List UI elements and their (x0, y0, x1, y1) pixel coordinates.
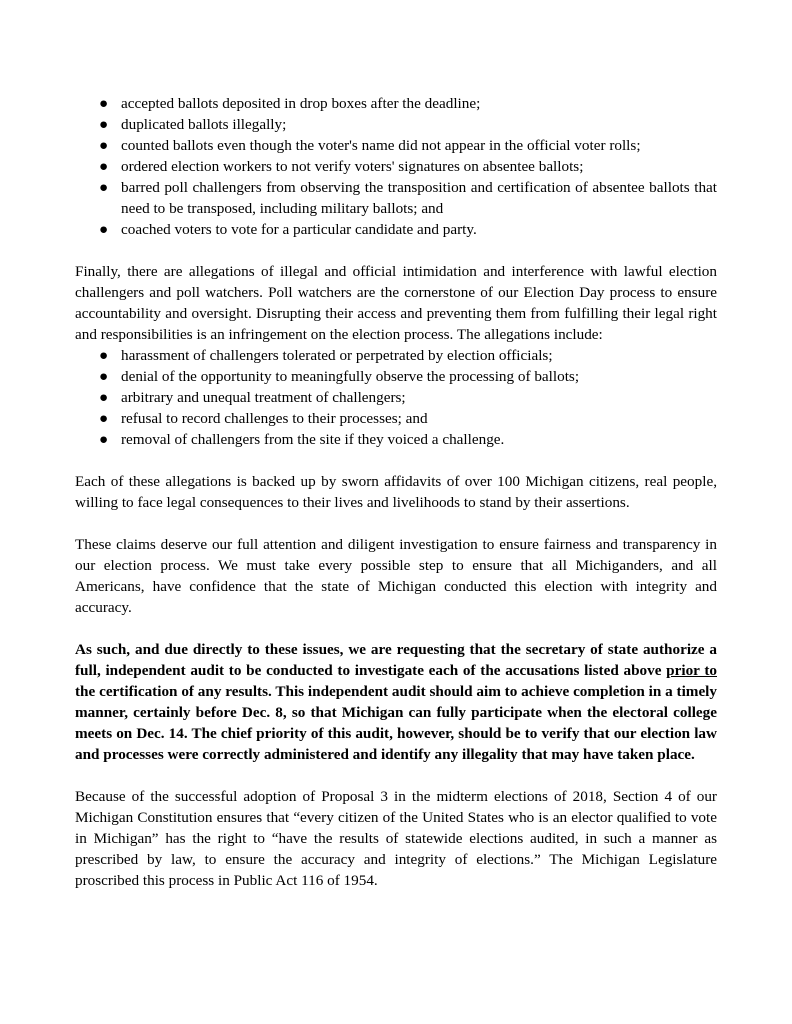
bullet-icon: ● (99, 116, 109, 133)
document-body (75, 93, 717, 891)
list-item: ● ordered election workers to not verify voters' signatures on absentee ballots; (99, 158, 584, 175)
paragraph-finally: Finally, there are allegations of illegal and official intimidation and interference with lawful election challengers and poll watchers. Poll watchers are the cornerstone of our Election Day process to ensure accountability and oversight. Disrupting their access and preventing them from fulfilling their legal right and responsibilities is an infringement on the election process. The allegations include: (75, 263, 717, 343)
challenger-allegations-list (75, 345, 717, 450)
bullet-icon: ● (99, 221, 109, 238)
list-item: ● denial of the opportunity to meaningfully observe the processing of ballots; (99, 368, 580, 385)
bullet-icon: ● (99, 347, 109, 364)
list-item: ● duplicated ballots illegally; (99, 116, 287, 133)
bullet-icon: ● (99, 137, 109, 154)
bullet-icon: ● (99, 368, 109, 385)
list-item: ● barred poll challengers from observing the transposition and certification of absentee ballots that need to be transposed, including military ballots; and (99, 179, 717, 217)
bullet-icon: ● (99, 389, 109, 406)
list-item: ● harassment of challengers tolerated or perpetrated by election officials; (99, 347, 553, 364)
bullet-icon: ● (99, 410, 109, 427)
paragraph-audit-request: As such, and due directly to these issues, we are requesting that the secretary of state authorize a full, independent audit to be conducted to investigate each of the accusations listed above prior to the certification of any results. This independent audit should aim to achieve completion in a timely manner, certainly before Dec. 8, so that Michigan can fully participate when the electoral college meets on Dec. 14. The chief priority of this audit, however, should be to verify that our election law and processes were correctly administered and identify any illegality that may have taken place. (75, 641, 717, 763)
paragraph-claims: These claims deserve our full attention and diligent investigation to ensure fairness and transparency in our election process. We must take every possible step to ensure that all Michiganders, and all Americans, have confidence that the state of Michigan conducted this election with integrity and accuracy. (75, 536, 717, 616)
paragraph-proposal: Because of the successful adoption of Proposal 3 in the midterm elections of 2018, Section 4 of our Michigan Constitution ensures that “every citizen of the United States who is an elector qualified to vote in Michigan” has the right to “have the results of statewide elections audited, in such a manner as prescribed by law, to ensure the accuracy and integrity of elections.” The Michigan Legislature proscribed this process in Public Act 116 of 1954. (75, 788, 717, 889)
bullet-icon: ● (99, 431, 109, 448)
bullet-icon: ● (99, 179, 109, 196)
list-item: ● coached voters to vote for a particular candidate and party. (99, 221, 477, 238)
underlined-emphasis: prior to (666, 662, 717, 679)
list-item: ● accepted ballots deposited in drop boxes after the deadline; (99, 95, 481, 112)
list-item: ● removal of challengers from the site if they voiced a challenge. (99, 431, 505, 448)
list-item: ● refusal to record challenges to their processes; and (99, 410, 428, 427)
list-item: ● counted ballots even though the voter's name did not appear in the official voter rolls; (99, 137, 641, 154)
paragraph-affidavits: Each of these allegations is backed up by sworn affidavits of over 100 Michigan citizens, real people, willing to face legal consequences to their lives and livelihoods to stand by their assertions. (75, 473, 717, 511)
bullet-icon: ● (99, 95, 109, 112)
list-item: ● arbitrary and unequal treatment of challengers; (99, 389, 406, 406)
allegations-list (75, 93, 717, 240)
bullet-icon: ● (99, 158, 109, 175)
